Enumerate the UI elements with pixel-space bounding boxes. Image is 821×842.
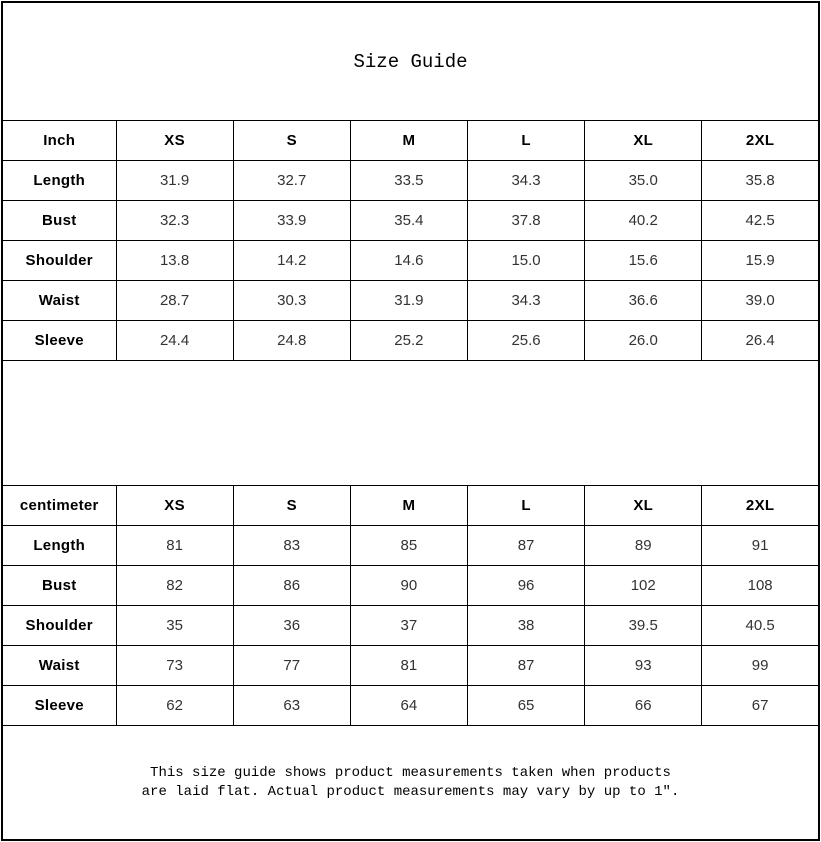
- footer-row: [2, 726, 819, 841]
- measurement-value-cell: 35.4: [350, 201, 467, 241]
- spacer-section: [2, 361, 819, 485]
- size-header-cell: 2XL: [702, 121, 819, 161]
- measurement-value-cell: 36.6: [585, 281, 702, 321]
- measurement-value-cell: 66: [585, 685, 702, 725]
- footer-note-line2: are laid flat. Actual product measurements may vary by up to 1″.: [141, 783, 680, 800]
- size-guide-table: [1, 1, 820, 841]
- size-header-cell: M: [350, 121, 467, 161]
- measurement-value-cell: 24.8: [233, 321, 350, 361]
- measurement-value-cell: 96: [467, 565, 584, 605]
- measurement-label-cell: Bust: [2, 201, 116, 241]
- measurement-value-cell: 91: [702, 525, 819, 565]
- measurement-value-cell: 85: [350, 525, 467, 565]
- measurement-value-cell: 81: [116, 525, 233, 565]
- title-section: [2, 2, 819, 121]
- measurement-value-cell: 25.2: [350, 321, 467, 361]
- measurement-value-cell: 77: [233, 645, 350, 685]
- measurement-row: [2, 241, 819, 281]
- measurement-value-cell: 93: [585, 645, 702, 685]
- measurement-value-cell: 34.3: [467, 161, 584, 201]
- measurement-value-cell: 24.4: [116, 321, 233, 361]
- size-header-cell: XL: [585, 485, 702, 525]
- measurement-value-cell: 36: [233, 605, 350, 645]
- spacer-row: [2, 361, 819, 485]
- measurement-label-cell: Sleeve: [2, 685, 116, 725]
- measurement-label-cell: Length: [2, 161, 116, 201]
- measurement-value-cell: 33.5: [350, 161, 467, 201]
- measurement-value-cell: 99: [702, 645, 819, 685]
- measurement-value-cell: 102: [585, 565, 702, 605]
- size-header-cell: S: [233, 485, 350, 525]
- measurement-label-cell: Length: [2, 525, 116, 565]
- measurement-value-cell: 83: [233, 525, 350, 565]
- measurement-value-cell: 31.9: [116, 161, 233, 201]
- size-header-cell: M: [350, 485, 467, 525]
- measurement-value-cell: 25.6: [467, 321, 584, 361]
- measurement-value-cell: 15.9: [702, 241, 819, 281]
- measurement-value-cell: 87: [467, 645, 584, 685]
- size-header-cell: S: [233, 121, 350, 161]
- inch-table-body: [2, 121, 819, 361]
- measurement-value-cell: 86: [233, 565, 350, 605]
- measurement-value-cell: 13.8: [116, 241, 233, 281]
- measurement-value-cell: 39.0: [702, 281, 819, 321]
- measurement-row: [2, 685, 819, 725]
- measurement-value-cell: 82: [116, 565, 233, 605]
- size-header-cell: XL: [585, 121, 702, 161]
- measurement-value-cell: 37.8: [467, 201, 584, 241]
- measurement-row: [2, 321, 819, 361]
- footer-note-cell: [2, 726, 819, 841]
- measurement-value-cell: 65: [467, 685, 584, 725]
- size-header-cell: L: [467, 121, 584, 161]
- measurement-value-cell: 89: [585, 525, 702, 565]
- title-row: [2, 2, 819, 121]
- measurement-value-cell: 39.5: [585, 605, 702, 645]
- measurement-value-cell: 34.3: [467, 281, 584, 321]
- measurement-label-cell: Waist: [2, 281, 116, 321]
- measurement-value-cell: 108: [702, 565, 819, 605]
- measurement-value-cell: 35.0: [585, 161, 702, 201]
- measurement-value-cell: 15.0: [467, 241, 584, 281]
- measurement-value-cell: 33.9: [233, 201, 350, 241]
- measurement-value-cell: 67: [702, 685, 819, 725]
- page-title: Size Guide: [2, 2, 819, 121]
- measurement-value-cell: 81: [350, 645, 467, 685]
- measurement-value-cell: 14.6: [350, 241, 467, 281]
- size-header-row: [2, 121, 819, 161]
- measurement-row: [2, 645, 819, 685]
- measurement-value-cell: 28.7: [116, 281, 233, 321]
- measurement-value-cell: 40.2: [585, 201, 702, 241]
- measurement-value-cell: 90: [350, 565, 467, 605]
- measurement-value-cell: 32.3: [116, 201, 233, 241]
- measurement-row: [2, 281, 819, 321]
- measurement-value-cell: 30.3: [233, 281, 350, 321]
- measurement-value-cell: 26.0: [585, 321, 702, 361]
- measurement-value-cell: 38: [467, 605, 584, 645]
- measurement-label-cell: Waist: [2, 645, 116, 685]
- footer-section: [2, 726, 819, 841]
- size-header-cell: XS: [116, 121, 233, 161]
- size-header-row: [2, 485, 819, 525]
- measurement-value-cell: 40.5: [702, 605, 819, 645]
- measurement-label-cell: Shoulder: [2, 241, 116, 281]
- unit-header-cell: centimeter: [2, 485, 116, 525]
- measurement-label-cell: Sleeve: [2, 321, 116, 361]
- measurement-value-cell: 31.9: [350, 281, 467, 321]
- spacer-cell: [2, 361, 819, 485]
- size-header-cell: XS: [116, 485, 233, 525]
- measurement-value-cell: 87: [467, 525, 584, 565]
- footer-note-line1: This size guide shows product measurements taken when products: [150, 764, 671, 781]
- measurement-value-cell: 35.8: [702, 161, 819, 201]
- measurement-row: [2, 525, 819, 565]
- measurement-row: [2, 201, 819, 241]
- measurement-value-cell: 63: [233, 685, 350, 725]
- size-header-cell: 2XL: [702, 485, 819, 525]
- measurement-value-cell: 73: [116, 645, 233, 685]
- measurement-value-cell: 26.4: [702, 321, 819, 361]
- size-header-cell: L: [467, 485, 584, 525]
- measurement-value-cell: 15.6: [585, 241, 702, 281]
- measurement-row: [2, 161, 819, 201]
- cm-table-body: [2, 485, 819, 725]
- measurement-row: [2, 565, 819, 605]
- measurement-value-cell: 35: [116, 605, 233, 645]
- measurement-row: [2, 605, 819, 645]
- measurement-label-cell: Shoulder: [2, 605, 116, 645]
- measurement-value-cell: 64: [350, 685, 467, 725]
- measurement-value-cell: 42.5: [702, 201, 819, 241]
- measurement-value-cell: 32.7: [233, 161, 350, 201]
- measurement-value-cell: 14.2: [233, 241, 350, 281]
- unit-header-cell: Inch: [2, 121, 116, 161]
- measurement-label-cell: Bust: [2, 565, 116, 605]
- measurement-value-cell: 62: [116, 685, 233, 725]
- measurement-value-cell: 37: [350, 605, 467, 645]
